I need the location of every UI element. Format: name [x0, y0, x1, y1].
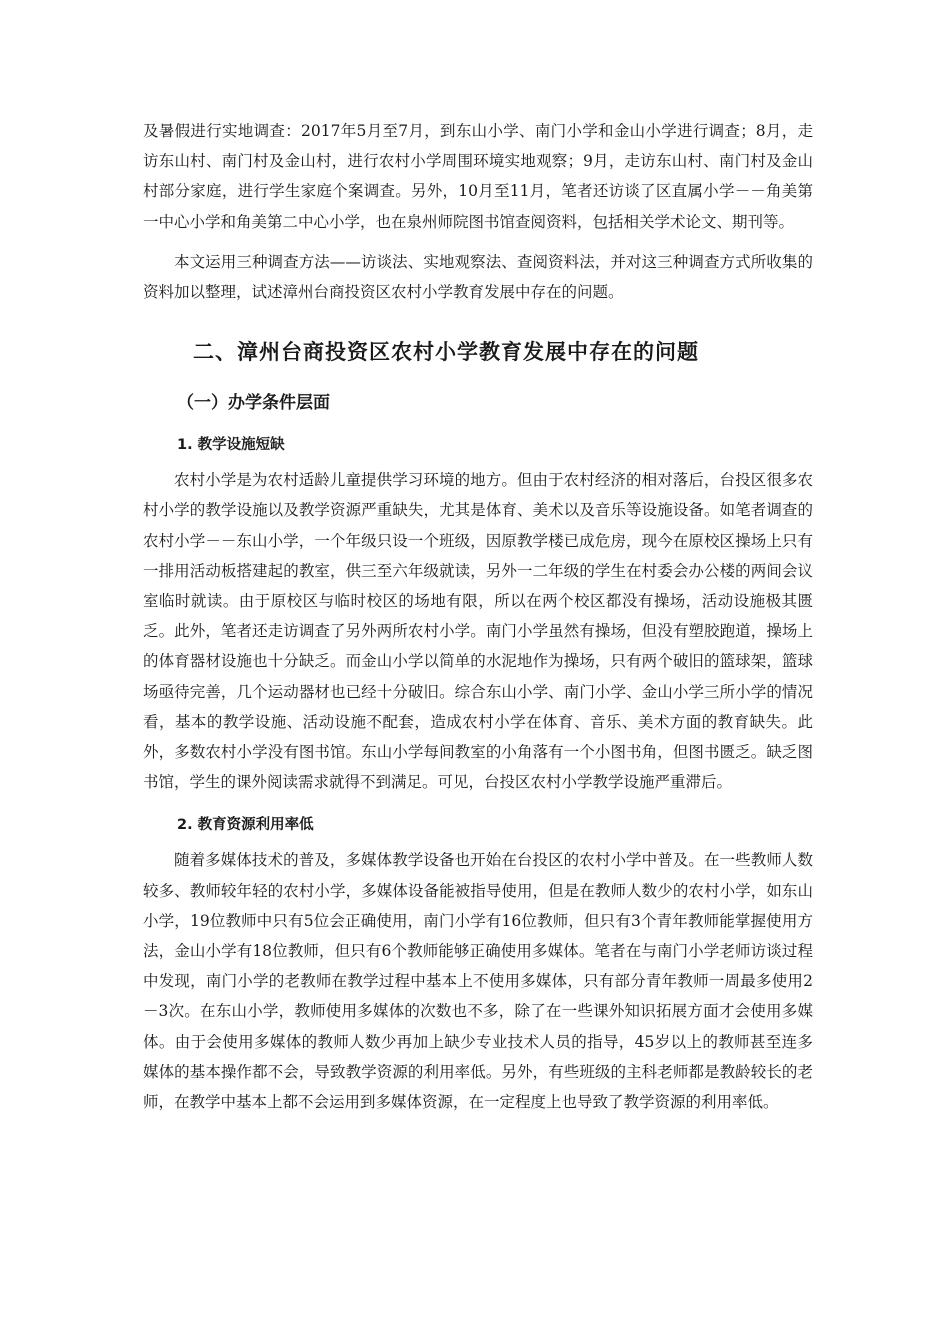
body-paragraph-methods: 本文运用三种调查方法——访谈法、实地观察法、查阅资料法，并对这三种调查方式所收集的资料加以整理，试述漳州台商投资区农村小学教育发展中存在的问题。 [143, 252, 813, 302]
body-paragraph-multimedia: 随着多媒体技术的普及，多媒体教学设备也开始在台投区的农村小学中普及。在一些教师人数较多、教师较年轻的农村小学，多媒体设备能被指导使用，但是在教师人数少的农村小学，如东山小学，19位教师中只有5位会正确使用，南门小学有16位教师，但只有3个青年教师能掌握使用方法，金山小学有18位教师，但只有6个教师能够正确使用多媒体。笔者在与南门小学老师访谈过程中发现，南门小学的老教师在教学过程中基本上不使用多媒体，只有部分青年教师一周最多使用2－3次。在东山小学，教师使用多媒体的次数也不多，除了在一些课外知识拓展方面才会使用多媒体。由于会使用多媒体的教师人数少再加上缺少专业技术人员的指导，45岁以上的教师甚至连多媒体的基本操作都不会，导致教学资源的利用率低。另外，有些班级的主科老师都是教龄较长的老师，在教学中基本上都不会运用到多媒体资源，在一定程度上也导致了教学资源的利用率低。 [143, 851, 813, 1112]
body-paragraph-survey-schedule: 及暑假进行实地调查：2017年5月至7月，到东山小学、南门小学和金山小学进行调查；8月，走访东山村、南门村及金山村，进行农村小学周围环境实地观察；9月，走访东山村、南门村及金山村部分家庭，进行学生家庭个案调查。另外，10月至11月，笔者还访谈了区直属小学－－角美第一中心小学和角美第二中心小学，也在泉州师院图书馆查阅资料，包括相关学术论文、期刊等。 [143, 122, 813, 231]
item-heading-facilities-shortage: 1. 教学设施短缺 [177, 437, 285, 454]
item-heading-resource-utilization: 2. 教育资源利用率低 [177, 817, 314, 834]
subsection-heading-school-conditions: （一）办学条件层面 [177, 393, 330, 414]
page-content [143, 116, 813, 1117]
body-paragraph-facilities: 农村小学是为农村适龄儿童提供学习环境的地方。但由于农村经济的相对落后，台投区很多农村小学的教学设施以及教学资源严重缺失，尤其是体育、美术以及音乐等设施设备。如笔者调查的农村小学－－东山小学，一个年级只设一个班级，因原教学楼已成危房，现今在原校区操场上只有一排用活动板搭建起的教室，供三至六年级就读，另外一二年级的学生在村委会办公楼的两间会议室临时就读。由于原校区与临时校区的场地有限，所以在两个校区都没有操场，活动设施极其匮乏。此外，笔者还走访调查了另外两所农村小学。南门小学虽然有操场，但没有塑胶跑道，操场上的体育器材设施也十分缺乏。而金山小学以简单的水泥地作为操场，只有两个破旧的篮球架，篮球场亟待完善，几个运动器材也已经十分破旧。综合东山小学、南门小学、金山小学三所小学的情况看，基本的教学设施、活动设施不配套，造成农村小学在体育、音乐、美术方面的教育缺失。此外，多数农村小学没有图书馆。东山小学每间教室的小角落有一个小图书角，但图书匮乏。缺乏图书馆，学生的课外阅读需求就得不到满足。可见，台投区农村小学教学设施严重滞后。 [143, 471, 813, 792]
section-heading-problems: 二、漳州台商投资区农村小学教育发展中存在的问题 [193, 340, 699, 365]
